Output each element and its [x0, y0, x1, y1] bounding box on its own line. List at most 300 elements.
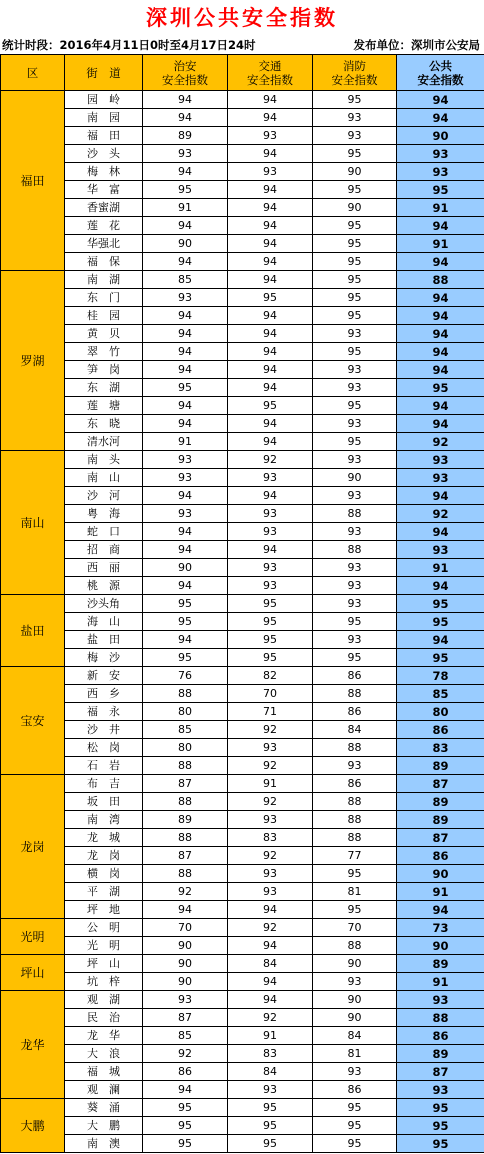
public-index-cell: 94 [397, 109, 484, 127]
public-index-cell: 95 [397, 595, 484, 613]
traffic-index-cell: 92 [228, 721, 313, 739]
fire-index-cell: 93 [313, 973, 397, 991]
traffic-index-cell: 84 [228, 1063, 313, 1081]
fire-index-cell: 93 [313, 361, 397, 379]
fire-index-cell: 90 [313, 991, 397, 1009]
public-index-cell: 91 [397, 973, 484, 991]
security-index-cell: 85 [143, 1027, 228, 1045]
traffic-index-cell: 94 [228, 325, 313, 343]
security-index-cell: 92 [143, 1045, 228, 1063]
table-row [1, 91, 484, 109]
traffic-index-cell: 94 [228, 91, 313, 109]
fire-index-cell: 93 [313, 415, 397, 433]
street-cell: 南 湾 [65, 811, 143, 829]
table-row [1, 793, 484, 811]
street-cell: 翠 竹 [65, 343, 143, 361]
traffic-index-cell: 93 [228, 163, 313, 181]
street-cell: 园 岭 [65, 91, 143, 109]
street-cell: 公 明 [65, 919, 143, 937]
table-row [1, 307, 484, 325]
fire-index-cell: 90 [313, 163, 397, 181]
public-index-cell: 95 [397, 613, 484, 631]
security-index-cell: 95 [143, 379, 228, 397]
fire-index-cell: 93 [313, 451, 397, 469]
street-cell: 莲 塘 [65, 397, 143, 415]
traffic-index-cell: 93 [228, 127, 313, 145]
fire-index-cell: 95 [313, 901, 397, 919]
street-cell: 清水河 [65, 433, 143, 451]
public-index-cell: 91 [397, 235, 484, 253]
fire-index-cell: 93 [313, 523, 397, 541]
table-row [1, 739, 484, 757]
fire-index-cell: 86 [313, 703, 397, 721]
fire-index-cell: 86 [313, 1081, 397, 1099]
security-index-cell: 94 [143, 253, 228, 271]
traffic-index-cell: 94 [228, 271, 313, 289]
public-index-cell: 94 [397, 325, 484, 343]
traffic-index-cell: 94 [228, 181, 313, 199]
table-row [1, 1045, 484, 1063]
table-row [1, 415, 484, 433]
district-cell: 南山 [1, 451, 65, 595]
fire-index-cell: 90 [313, 955, 397, 973]
fire-index-cell: 84 [313, 1027, 397, 1045]
street-cell: 南 湖 [65, 271, 143, 289]
street-cell: 龙 城 [65, 829, 143, 847]
traffic-index-cell: 94 [228, 361, 313, 379]
traffic-index-cell: 82 [228, 667, 313, 685]
fire-index-cell: 95 [313, 649, 397, 667]
table-row [1, 613, 484, 631]
table-row [1, 811, 484, 829]
traffic-index-cell: 93 [228, 883, 313, 901]
street-cell: 石 岩 [65, 757, 143, 775]
street-cell: 福 永 [65, 703, 143, 721]
public-index-cell: 93 [397, 1081, 484, 1099]
district-cell: 大鹏 [1, 1099, 65, 1153]
table-body [1, 91, 484, 1153]
table-row [1, 1135, 484, 1153]
fire-index-cell: 88 [313, 685, 397, 703]
table-row [1, 685, 484, 703]
fire-index-cell: 93 [313, 1063, 397, 1081]
table-row [1, 991, 484, 1009]
public-index-cell: 94 [397, 415, 484, 433]
security-index-cell: 94 [143, 91, 228, 109]
fire-index-cell: 95 [313, 217, 397, 235]
traffic-index-cell: 94 [228, 109, 313, 127]
traffic-index-cell: 94 [228, 235, 313, 253]
street-cell: 东 晓 [65, 415, 143, 433]
header-traffic-line1: 交通 [258, 58, 282, 73]
fire-index-cell: 93 [313, 757, 397, 775]
public-index-cell: 93 [397, 991, 484, 1009]
public-index-cell: 90 [397, 937, 484, 955]
table-row [1, 577, 484, 595]
fire-index-cell: 88 [313, 505, 397, 523]
fire-index-cell: 88 [313, 541, 397, 559]
security-index-cell: 94 [143, 523, 228, 541]
traffic-index-cell: 71 [228, 703, 313, 721]
street-cell: 大 浪 [65, 1045, 143, 1063]
traffic-index-cell: 92 [228, 919, 313, 937]
street-cell: 粤 海 [65, 505, 143, 523]
table-row [1, 451, 484, 469]
security-index-cell: 95 [143, 1135, 228, 1153]
public-index-cell: 95 [397, 181, 484, 199]
traffic-index-cell: 94 [228, 901, 313, 919]
header-traffic-line2: 安全指数 [247, 72, 293, 87]
table-row [1, 1099, 484, 1117]
traffic-index-cell: 95 [228, 1117, 313, 1135]
security-index-cell: 94 [143, 415, 228, 433]
meta-bar [0, 36, 484, 54]
table-row [1, 361, 484, 379]
fire-index-cell: 95 [313, 91, 397, 109]
security-index-cell: 94 [143, 163, 228, 181]
public-index-cell: 78 [397, 667, 484, 685]
security-index-cell: 88 [143, 829, 228, 847]
street-cell: 蛇 口 [65, 523, 143, 541]
page-title: 深圳公共安全指数 [146, 6, 338, 30]
street-cell: 南 山 [65, 469, 143, 487]
table-row [1, 127, 484, 145]
street-cell: 沙 河 [65, 487, 143, 505]
table-row [1, 829, 484, 847]
table-row [1, 145, 484, 163]
traffic-index-cell: 70 [228, 685, 313, 703]
table-row [1, 1009, 484, 1027]
security-index-cell: 88 [143, 793, 228, 811]
fire-index-cell: 95 [313, 145, 397, 163]
public-index-cell: 95 [397, 1135, 484, 1153]
header-fire [313, 55, 397, 91]
security-index-cell: 94 [143, 307, 228, 325]
security-index-cell: 80 [143, 739, 228, 757]
period-text: 统计时段：2016年4月11日0时至4月17日24时 [2, 38, 256, 52]
traffic-index-cell: 94 [228, 937, 313, 955]
public-index-cell: 89 [397, 757, 484, 775]
public-index-cell: 92 [397, 433, 484, 451]
traffic-index-cell: 93 [228, 505, 313, 523]
street-cell: 民 治 [65, 1009, 143, 1027]
table-row [1, 343, 484, 361]
table-row [1, 505, 484, 523]
security-index-cell: 90 [143, 937, 228, 955]
district-cell: 光明 [1, 919, 65, 955]
public-index-cell: 93 [397, 145, 484, 163]
traffic-index-cell: 91 [228, 775, 313, 793]
street-cell: 海 山 [65, 613, 143, 631]
street-cell: 沙 井 [65, 721, 143, 739]
public-index-cell: 87 [397, 775, 484, 793]
street-cell: 观 澜 [65, 1081, 143, 1099]
traffic-index-cell: 95 [228, 1099, 313, 1117]
fire-index-cell: 93 [313, 109, 397, 127]
street-cell: 沙 头 [65, 145, 143, 163]
fire-index-cell: 95 [313, 1117, 397, 1135]
public-index-cell: 86 [397, 721, 484, 739]
street-cell: 观 湖 [65, 991, 143, 1009]
public-index-cell: 91 [397, 199, 484, 217]
public-index-cell: 94 [397, 343, 484, 361]
public-index-cell: 83 [397, 739, 484, 757]
traffic-index-cell: 91 [228, 1027, 313, 1045]
fire-index-cell: 95 [313, 253, 397, 271]
fire-index-cell: 95 [313, 433, 397, 451]
public-index-cell: 94 [397, 523, 484, 541]
traffic-index-cell: 83 [228, 829, 313, 847]
street-cell: 南 澳 [65, 1135, 143, 1153]
fire-index-cell: 95 [313, 289, 397, 307]
fire-index-cell: 88 [313, 811, 397, 829]
security-index-cell: 85 [143, 721, 228, 739]
table-row [1, 199, 484, 217]
public-index-cell: 95 [397, 1117, 484, 1135]
security-index-cell: 95 [143, 595, 228, 613]
table-row [1, 469, 484, 487]
fire-index-cell: 86 [313, 775, 397, 793]
public-index-cell: 88 [397, 1009, 484, 1027]
fire-index-cell: 88 [313, 793, 397, 811]
street-cell: 福 保 [65, 253, 143, 271]
fire-index-cell: 81 [313, 1045, 397, 1063]
fire-index-cell: 93 [313, 595, 397, 613]
traffic-index-cell: 92 [228, 757, 313, 775]
fire-index-cell: 70 [313, 919, 397, 937]
table-row [1, 757, 484, 775]
security-index-cell: 87 [143, 775, 228, 793]
street-cell: 平 湖 [65, 883, 143, 901]
fire-index-cell: 93 [313, 379, 397, 397]
traffic-index-cell: 95 [228, 631, 313, 649]
public-index-cell: 87 [397, 829, 484, 847]
security-index-cell: 87 [143, 1009, 228, 1027]
public-index-cell: 95 [397, 379, 484, 397]
security-index-cell: 94 [143, 901, 228, 919]
traffic-index-cell: 94 [228, 973, 313, 991]
street-cell: 龙 华 [65, 1027, 143, 1045]
public-index-cell: 86 [397, 1027, 484, 1045]
traffic-index-cell: 95 [228, 595, 313, 613]
table-row [1, 937, 484, 955]
security-index-cell: 94 [143, 541, 228, 559]
street-cell: 横 岗 [65, 865, 143, 883]
table-row [1, 883, 484, 901]
public-index-cell: 93 [397, 451, 484, 469]
table-row [1, 379, 484, 397]
traffic-index-cell: 94 [228, 307, 313, 325]
table-row [1, 1027, 484, 1045]
traffic-index-cell: 95 [228, 1135, 313, 1153]
fire-index-cell: 95 [313, 1099, 397, 1117]
fire-index-cell: 95 [313, 1135, 397, 1153]
traffic-index-cell: 94 [228, 145, 313, 163]
table-row [1, 901, 484, 919]
traffic-index-cell: 95 [228, 397, 313, 415]
public-index-cell: 89 [397, 1045, 484, 1063]
table-row [1, 109, 484, 127]
district-cell: 坪山 [1, 955, 65, 991]
table-row [1, 865, 484, 883]
table-row [1, 235, 484, 253]
security-index-cell: 94 [143, 577, 228, 595]
public-index-cell: 89 [397, 793, 484, 811]
table-row [1, 649, 484, 667]
street-cell: 东 湖 [65, 379, 143, 397]
traffic-index-cell: 94 [228, 433, 313, 451]
public-index-cell: 94 [397, 91, 484, 109]
security-index-cell: 91 [143, 433, 228, 451]
header-fire-line2: 安全指数 [331, 72, 378, 87]
fire-index-cell: 95 [313, 235, 397, 253]
table-row [1, 775, 484, 793]
fire-index-cell: 88 [313, 739, 397, 757]
table-row [1, 847, 484, 865]
header-public [397, 55, 484, 91]
fire-index-cell: 95 [313, 307, 397, 325]
public-index-cell: 86 [397, 847, 484, 865]
security-index-cell: 95 [143, 613, 228, 631]
fire-index-cell: 90 [313, 199, 397, 217]
table-row [1, 559, 484, 577]
security-index-cell: 88 [143, 865, 228, 883]
security-index-cell: 87 [143, 847, 228, 865]
table-row [1, 163, 484, 181]
traffic-index-cell: 93 [228, 577, 313, 595]
street-cell: 盐 田 [65, 631, 143, 649]
public-index-cell: 89 [397, 811, 484, 829]
fire-index-cell: 93 [313, 127, 397, 145]
traffic-index-cell: 93 [228, 811, 313, 829]
table-row [1, 289, 484, 307]
traffic-index-cell: 94 [228, 253, 313, 271]
security-index-cell: 94 [143, 487, 228, 505]
public-index-cell: 94 [397, 487, 484, 505]
security-index-cell: 76 [143, 667, 228, 685]
public-index-cell: 94 [397, 253, 484, 271]
fire-index-cell: 95 [313, 397, 397, 415]
district-cell: 福田 [1, 91, 65, 271]
security-index-cell: 94 [143, 361, 228, 379]
traffic-index-cell: 92 [228, 451, 313, 469]
table-row [1, 1063, 484, 1081]
public-index-cell: 88 [397, 271, 484, 289]
table-row [1, 919, 484, 937]
district-cell: 罗湖 [1, 271, 65, 451]
table-row [1, 325, 484, 343]
security-index-cell: 94 [143, 217, 228, 235]
public-index-cell: 90 [397, 865, 484, 883]
security-index-cell: 89 [143, 811, 228, 829]
table-row [1, 523, 484, 541]
table-row [1, 397, 484, 415]
public-index-cell: 85 [397, 685, 484, 703]
security-index-cell: 95 [143, 181, 228, 199]
street-cell: 福 城 [65, 1063, 143, 1081]
traffic-index-cell: 94 [228, 487, 313, 505]
security-index-cell: 70 [143, 919, 228, 937]
street-cell: 布 吉 [65, 775, 143, 793]
street-cell: 坪 地 [65, 901, 143, 919]
header-security-line2: 安全指数 [162, 72, 208, 87]
fire-index-cell: 93 [313, 631, 397, 649]
public-index-cell: 95 [397, 649, 484, 667]
street-cell: 坑 梓 [65, 973, 143, 991]
fire-index-cell: 77 [313, 847, 397, 865]
security-index-cell: 95 [143, 1117, 228, 1135]
security-index-cell: 94 [143, 325, 228, 343]
street-cell: 南 园 [65, 109, 143, 127]
fire-index-cell: 88 [313, 829, 397, 847]
fire-index-cell: 95 [313, 271, 397, 289]
traffic-index-cell: 94 [228, 199, 313, 217]
header-security-line1: 治安 [173, 58, 197, 73]
street-cell: 梅 林 [65, 163, 143, 181]
security-index-cell: 93 [143, 145, 228, 163]
street-cell: 香蜜湖 [65, 199, 143, 217]
fire-index-cell: 95 [313, 181, 397, 199]
street-cell: 新 安 [65, 667, 143, 685]
table-row [1, 181, 484, 199]
public-index-cell: 89 [397, 955, 484, 973]
public-index-cell: 90 [397, 127, 484, 145]
public-index-cell: 94 [397, 397, 484, 415]
traffic-index-cell: 95 [228, 649, 313, 667]
traffic-index-cell: 94 [228, 379, 313, 397]
traffic-index-cell: 94 [228, 217, 313, 235]
traffic-index-cell: 94 [228, 415, 313, 433]
table-row [1, 595, 484, 613]
table-row [1, 253, 484, 271]
table-row [1, 1117, 484, 1135]
traffic-index-cell: 92 [228, 1009, 313, 1027]
security-index-cell: 95 [143, 649, 228, 667]
security-index-cell: 94 [143, 631, 228, 649]
traffic-index-cell: 93 [228, 469, 313, 487]
public-index-cell: 93 [397, 469, 484, 487]
fire-index-cell: 93 [313, 577, 397, 595]
public-index-cell: 95 [397, 1099, 484, 1117]
street-cell: 华强北 [65, 235, 143, 253]
fire-index-cell: 93 [313, 487, 397, 505]
table-row [1, 271, 484, 289]
street-cell: 大 鹏 [65, 1117, 143, 1135]
public-index-cell: 73 [397, 919, 484, 937]
street-cell: 沙头角 [65, 595, 143, 613]
street-cell: 坪 山 [65, 955, 143, 973]
street-cell: 桂 园 [65, 307, 143, 325]
traffic-index-cell: 92 [228, 847, 313, 865]
security-index-cell: 94 [143, 109, 228, 127]
street-cell: 龙 岗 [65, 847, 143, 865]
public-index-cell: 94 [397, 289, 484, 307]
security-index-cell: 90 [143, 973, 228, 991]
district-cell: 盐田 [1, 595, 65, 667]
traffic-index-cell: 93 [228, 523, 313, 541]
table-row [1, 955, 484, 973]
table-row [1, 631, 484, 649]
traffic-index-cell: 83 [228, 1045, 313, 1063]
street-cell: 葵 涌 [65, 1099, 143, 1117]
table-row [1, 1081, 484, 1099]
street-cell: 东 门 [65, 289, 143, 307]
security-index-cell: 93 [143, 451, 228, 469]
fire-index-cell: 86 [313, 667, 397, 685]
security-index-cell: 88 [143, 685, 228, 703]
header-traffic [228, 55, 313, 91]
header-public-line1: 公共 [429, 58, 452, 73]
